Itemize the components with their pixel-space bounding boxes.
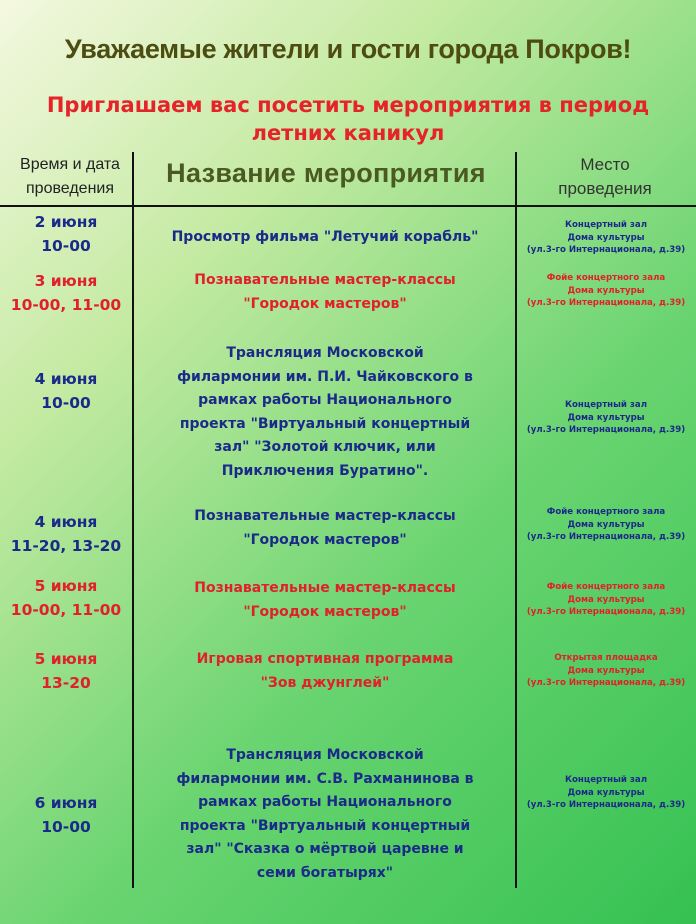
event-name-line: рамках работы Национального [198, 392, 452, 408]
event-place [518, 272, 694, 310]
column-header-line: проведения [26, 180, 114, 197]
event-date [2, 367, 130, 415]
event-place-line: Концертный зал [564, 400, 647, 410]
event-place [518, 581, 694, 619]
event-place-line: (ул.3-го Интернационала, д.39) [526, 425, 686, 435]
column-header-line: Место [580, 155, 630, 174]
event-place-line: Дома культуры [567, 594, 645, 605]
event-place-line: (ул.3-го Интернационала, д.39) [526, 298, 686, 308]
header-divider [0, 205, 696, 207]
event-place-line: (ул.3-го Интернационала, д.39) [526, 245, 686, 255]
event-name [136, 226, 514, 250]
page-title: Уважаемые жители и гости города Покров! [64, 34, 632, 64]
event-place [518, 774, 694, 812]
column-header-event: Название мероприятия [166, 158, 486, 188]
event-name-line: проекта "Виртуальный концертный [179, 817, 471, 834]
event-name-line: зал" "Золотой ключик, или [214, 439, 436, 455]
event-name-line: "Городок мастеров" [243, 603, 407, 620]
event-date-line: 4 июня [34, 370, 98, 388]
event-date [2, 510, 130, 558]
event-place [518, 399, 694, 437]
event-name-line: Просмотр фильма "Летучий корабль" [171, 229, 479, 245]
event-place-line: Открытая площадка [554, 653, 658, 663]
event-name-line: Приключения Буратино". [221, 462, 429, 479]
event-date-line: 5 июня [34, 650, 98, 668]
event-name-line: Познавательные мастер-классы [194, 580, 456, 596]
event-place-line: Фойе концертного зала [546, 582, 666, 592]
event-name-line: проекта "Виртуальный концертный [179, 415, 471, 432]
event-name [136, 648, 514, 695]
column-header-line: проведения [558, 179, 652, 198]
event-date-line: 10-00, 11-00 [10, 601, 122, 619]
event-place-line: Концертный зал [564, 775, 647, 785]
event-date [2, 791, 130, 839]
event-date-line: 13-20 [41, 674, 91, 692]
event-place-line: Дома культуры [567, 232, 645, 243]
event-name-line: Познавательные мастер-классы [194, 272, 456, 288]
event-name-line: Трансляция Московской [226, 747, 424, 763]
event-name-line: филармонии им. С.В. Рахманинова в [176, 770, 474, 787]
event-date-line: 5 июня [34, 577, 98, 595]
event-date-line: 3 июня [34, 272, 98, 290]
event-place [518, 506, 694, 544]
event-date-line: 10-00 [41, 394, 91, 412]
event-name-line: "Городок мастеров" [243, 531, 407, 548]
event-date [2, 647, 130, 695]
event-date [2, 210, 130, 258]
event-place-line: (ул.3-го Интернационала, д.39) [526, 532, 686, 542]
page-subtitle [0, 91, 696, 147]
event-name [136, 744, 514, 885]
event-place-line: (ул.3-го Интернационала, д.39) [526, 678, 686, 688]
event-name-line: зал" "Сказка о мёртвой царевне и [186, 841, 464, 857]
event-name-line: семи богатырях" [256, 864, 394, 881]
event-date-line: 10-00, 11-00 [10, 296, 122, 314]
event-place-line: Дома культуры [567, 285, 645, 296]
event-name [136, 577, 514, 624]
event-date-line: 11-20, 13-20 [10, 537, 122, 555]
event-name-line: филармонии им. П.И. Чайковского в [177, 368, 473, 385]
event-name-line: рамках работы Национального [198, 794, 452, 810]
event-date [2, 269, 130, 317]
event-place [518, 219, 694, 257]
subtitle-line: летних каникул [251, 121, 445, 145]
column-divider [515, 152, 517, 888]
event-date-line: 10-00 [41, 818, 91, 836]
subtitle-line: Приглашаем вас посетить мероприятия в период [46, 93, 650, 117]
column-header-line: Время и дата [20, 156, 120, 173]
event-name-line: Трансляция Московской [226, 345, 424, 361]
event-name-line: Игровая спортивная программа [196, 651, 454, 667]
event-name-line: "Городок мастеров" [243, 295, 407, 312]
event-name-line: "Зов джунглей" [260, 674, 390, 691]
event-place [518, 652, 694, 690]
event-place-line: Дома культуры [567, 519, 645, 530]
event-date-line: 2 июня [34, 213, 98, 231]
event-place-line: (ул.3-го Интернационала, д.39) [526, 800, 686, 810]
column-header-date [8, 153, 132, 201]
event-name-line: Познавательные мастер-классы [194, 508, 456, 524]
event-name [136, 505, 514, 552]
event-place-line: Фойе концертного зала [546, 507, 666, 517]
event-name [136, 342, 514, 483]
event-place-line: (ул.3-го Интернационала, д.39) [526, 607, 686, 617]
event-place-line: Дома культуры [567, 787, 645, 798]
event-date-line: 6 июня [34, 794, 98, 812]
event-name [136, 269, 514, 316]
event-place-line: Дома культуры [567, 665, 645, 676]
event-place-line: Фойе концертного зала [546, 273, 666, 283]
event-date-line: 10-00 [41, 237, 91, 255]
event-date [2, 574, 130, 622]
event-date-line: 4 июня [34, 513, 98, 531]
column-header-place [520, 153, 690, 201]
event-place-line: Дома культуры [567, 412, 645, 423]
event-place-line: Концертный зал [564, 220, 647, 230]
column-divider [132, 152, 134, 888]
